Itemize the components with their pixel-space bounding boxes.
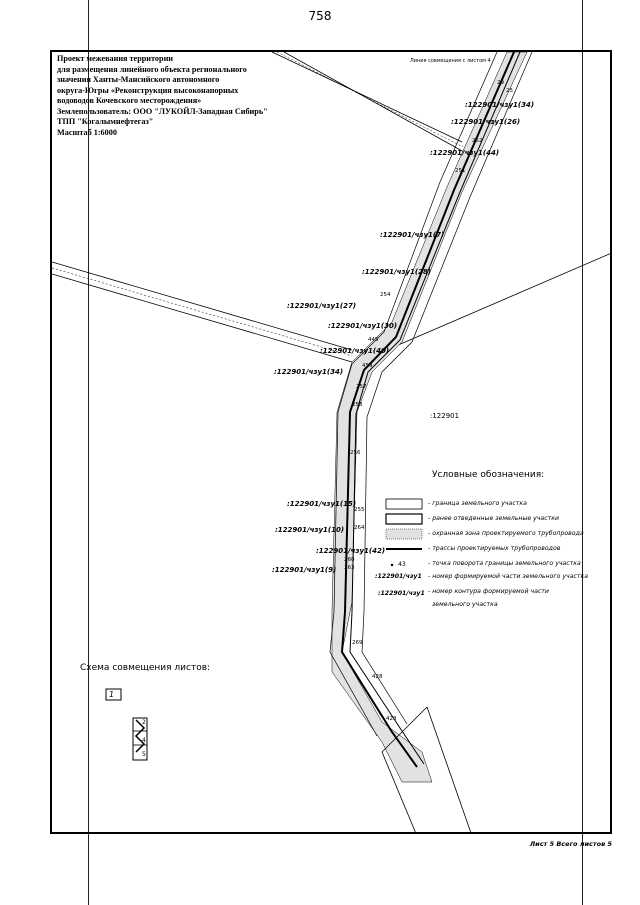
legend-item-protection-zone: - охранная зона проектируемого трубопровода [428, 530, 584, 537]
scheme-sheet-1: 1 [109, 690, 115, 699]
legend-item-part-number: - номер формируемой части земельного участка [428, 573, 589, 580]
point-number: 29 [497, 80, 504, 86]
point-number: 251 [455, 168, 466, 174]
parcel-label: :122901/чзу1(42) [316, 547, 386, 555]
scheme-sheet-4: 4 [142, 737, 146, 744]
scheme-title: Схема совмещения листов: [80, 663, 211, 673]
point-number: 257 [356, 384, 367, 390]
parcel-label: :122901/чзу1(9) [272, 566, 337, 574]
point-number: 264 [354, 525, 365, 531]
point-number: 445 [368, 337, 379, 343]
legend-contour-sample: :122901/чзу1 [378, 590, 425, 597]
title-line: Масштаб 1:6000 [57, 127, 117, 137]
legend-item-contour-number-cont: земельного участка [432, 601, 498, 608]
title-line: Проект межевания территории [57, 54, 174, 63]
legend-point-sample: 43 [398, 561, 406, 568]
point-number: 256 [350, 450, 361, 456]
parcel-label: :122901/чзу1(30) [328, 322, 398, 330]
parcel-label: :122901 [430, 412, 460, 420]
legend-item-boundary: - граница земельного участка [428, 500, 527, 507]
legend-title: Условные обозначения: [432, 470, 545, 480]
legend-item-contour-number: - номер контура формируемой части [428, 588, 549, 595]
parcel-label: :122901/чзу1(40) [320, 347, 390, 355]
title-line: Землепользователь: ООО "ЛУКОЙЛ-Западная Сибирь" [57, 106, 268, 116]
parcel-label: :122901/чзу1(26) [451, 118, 521, 126]
parcel-label: :122901/чзу1(44) [430, 149, 500, 157]
point-number: 428 [372, 674, 383, 680]
title-line: округа-Югры «Реконструкция высоконапорных [57, 85, 239, 95]
parcel-label: :122901/чзу1(34) [274, 368, 344, 376]
point-number: 254 [380, 292, 391, 298]
combination-line-label: Линия совмещения с листом 4 [410, 58, 491, 64]
parcel-label: :122901/чзу1(28) [362, 268, 432, 276]
parcel-label: :122901/чзу1(10) [275, 526, 345, 534]
point-number: 25 [506, 88, 513, 94]
sheet-footer: Лист 5 Всего листов 5 [529, 840, 612, 848]
point-number: 459 [362, 363, 373, 369]
point-number: 255 [354, 507, 365, 513]
point-number: 269 [352, 640, 363, 646]
point-number: 263 [344, 565, 355, 571]
title-line: значения Ханты-Мансийского автономного [57, 75, 220, 84]
scheme-sheet-5: 5 [142, 751, 146, 758]
legend-part-sample: :122901/чзу1 [375, 573, 422, 580]
scheme-sheet-2: 2 [142, 719, 146, 726]
parcel-label: :122901/чзу1(27) [287, 302, 357, 310]
title-line: для размещения линейного объекта регионального [57, 64, 247, 74]
point-number: 423 [386, 716, 397, 722]
parcel-label: :122901/чзу1(34) [465, 101, 535, 109]
point-number: 260 [344, 557, 355, 563]
title-line: водоводов Кочевского месторождения» [57, 96, 202, 105]
parcel-label: :122901/чзу1(7) [380, 231, 445, 239]
legend-item-allotted: - ранее отведенные земельные участки [428, 515, 559, 522]
parcel-label: :122901/чзу1(15) [287, 500, 357, 508]
page-number: 758 [308, 9, 332, 23]
point-number: 252 [472, 138, 483, 144]
legend-item-turn-point: - точка поворота границы земельного участка [428, 560, 581, 567]
point-number: 258 [352, 402, 363, 408]
legend-item-pipeline: - трассы проектируемых трубопроводов [428, 545, 561, 552]
title-line: ТПП "Когалымнефтегаз" [57, 117, 154, 126]
